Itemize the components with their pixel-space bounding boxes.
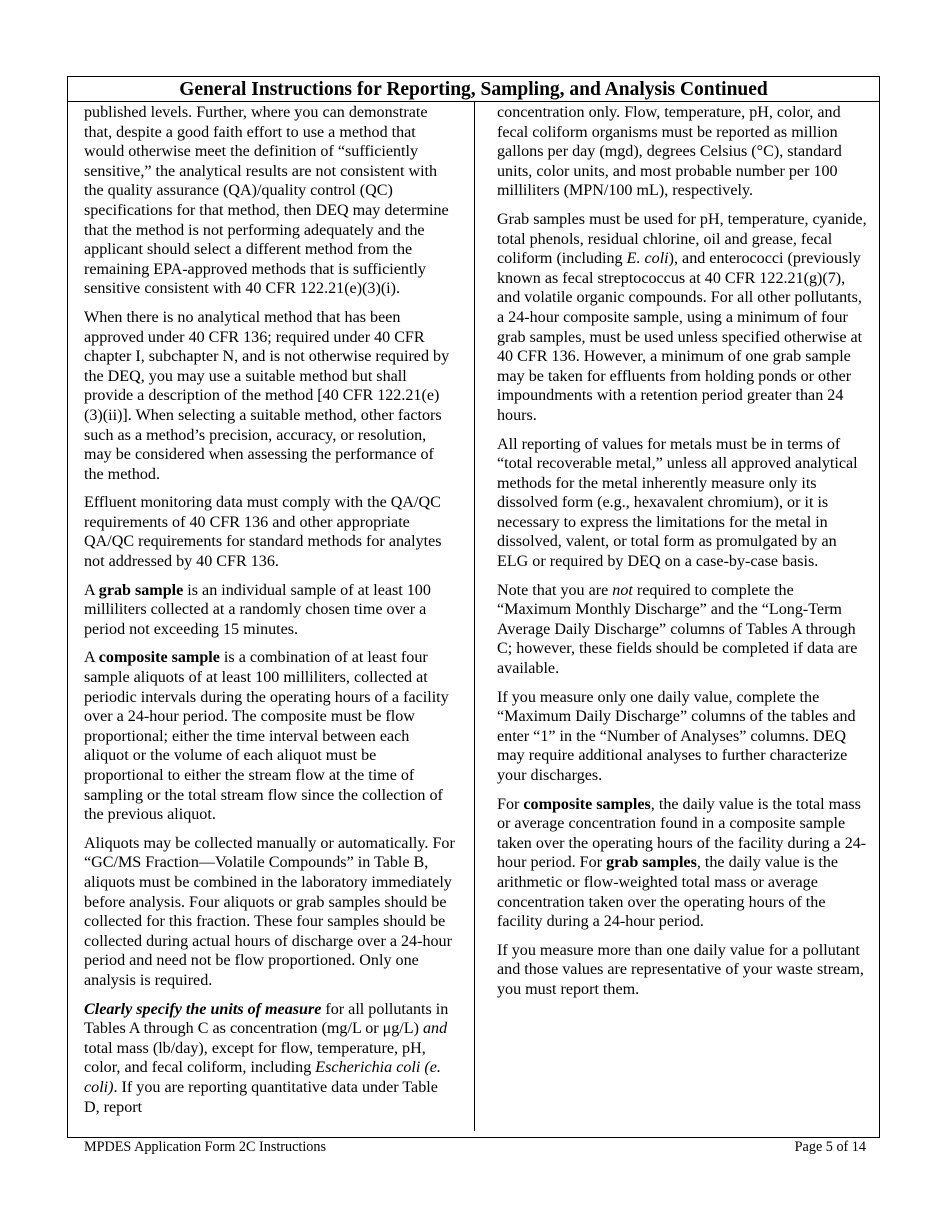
term-composite-samples: composite samples	[523, 795, 651, 813]
paragraph-metals-reporting: All reporting of values for metals must be in terms of “total recoverable metal,” unless all approved analytical methods for the metal inherently measure only its dissolved form (e.g., hexavalent chromium), or it is necessary to express the limitations for the metal in dissolved, valent, or total form as promulgated by an ELG or required by DEQ on a case-by-case basis.	[497, 435, 858, 571]
paragraph-composite-sample-definition: A composite sample is a combination of at least four sample aliquots of at least 100 milliliters, collected at periodic intervals during the operating hours of a facility over a 24-hour period. The composite must be flow proportional; either the time interval between each aliquot or the volume of each aliquot must be proportional to either the stream flow at the time of sampling or the total stream flow since the collection of the previous aliquot.	[84, 649, 449, 824]
paragraph-multiple-daily-values: If you measure more than one daily value for a pollutant and those values are representative of your waste stream, you must report them.	[497, 941, 864, 998]
paragraph-daily-value-definition: For composite samples, the daily value is the total mass or average concentration found in a composite sample taken over the operating hours of the facility during a 24-hour period. For grab samples, the daily value is the arithmetic or flow-weighted total mass or average concentration taken over the operating hours of the facility during a 24-hour period.	[497, 795, 867, 931]
paragraph-aliquots: Aliquots may be collected manually or automatically. For “GC/MS Fraction—Volatile Compounds” in Table B, aliquots must be combined in the laboratory immediately before analysis. Four aliquots or grab samples should be collected for this fraction. These four samples should be collected during actual hours of discharge over a 24-hour period and need not be flow proportioned. Only one analysis is required.	[84, 834, 455, 989]
paragraph-one-daily-value: If you measure only one daily value, complete the “Maximum Daily Discharge” columns of the tables and enter “1” in the “Number of Analyses” columns. DEQ may require additional analyses to further characterize your discharges.	[497, 688, 856, 784]
term-grab-sample: grab sample	[98, 581, 184, 599]
left-column	[84, 103, 456, 1126]
paragraph-optional-columns: Note that you are not required to complete the “Maximum Monthly Discharge” and the “Long-Term Average Daily Discharge” columns of Tables A through C; however, these fields should be completed if data are available.	[497, 581, 858, 678]
paragraph-qa-qc: Effluent monitoring data must comply with the QA/QC requirements of 40 CFR 136 and other appropriate QA/QC requirements for standard methods for analytes not addressed by 40 CFR 136.	[84, 494, 442, 571]
paragraph-grab-samples-required: Grab samples must be used for pH, temperature, cyanide, total phenols, residual chlorine, oil and grease, fecal coliform (including E. coli), and enterococci (previously known as fecal streptococcus at 40 CFR 122.21(g)(7), and volatile organic compounds. For all other pollutants, a 24-hour composite sample, using a minimum of four grab samples, must be used unless specified otherwise at 40 CFR 136. However, a minimum of one grab sample may be taken for effluents from holding ponds or other impoundments with a retention period greater than 24 hours.	[497, 210, 867, 424]
paragraph-units-of-measure: Clearly specify the units of measure for all pollutants in Tables A through C as concentration (mg/L or μg/L) and total mass (lb/day), except for flow, temperature, pH, color, and fecal coliform, including Escherichia coli (e. coli). If you are reporting quantitative data under Table D, report	[84, 1000, 449, 1116]
term-grab-samples: grab samples	[606, 854, 697, 872]
column-divider	[474, 101, 475, 1131]
paragraph-grab-sample-definition: A grab sample is an individual sample of at least 100 milliliters collected at a randomly chosen time over a period not exceeding 15 minutes.	[84, 581, 431, 638]
right-column	[497, 103, 867, 1009]
paragraph-method-qa: published levels. Further, where you can demonstrate that, despite a good faith effort to use a method that would otherwise meet the definition of “sufficiently sensitive,” the analytical results are not consistent with the quality assurance (QA)/quality control (QC) specifications for that method, then DEQ may determine that the method is not performing adequately and the applicant should select a different method from the remaining EPA-approved methods that is sufficiently sensitive consistent with 40 CFR 122.21(e)(3)(i).	[84, 104, 449, 298]
paragraph-reporting-units: concentration only. Flow, temperature, pH, color, and fecal coliform organisms must be reported as million gallons per day (mgd), degrees Celsius (°C), standard units, color units, and most probable number per 100 milliliters (MPN/100 mL), respectively.	[497, 104, 842, 200]
paragraph-no-approved-method: When there is no analytical method that has been approved under 40 CFR 136; required under 40 CFR chapter I, subchapter N, and is not otherwise required by the DEQ, you may use a suitable method but shall provide a description of the method [40 CFR 122.21(e)(3)(ii)]. When selecting a suitable method, other factors such as a method’s precision, accuracy, or resolution, may be considered when assessing the performance of the method.	[84, 308, 450, 483]
footer-page-number: Page 5 of 14	[794, 1139, 866, 1155]
footer-form-name: MPDES Application Form 2C Instructions	[84, 1139, 326, 1155]
page-title: General Instructions for Reporting, Sampling, and Analysis Continued	[179, 79, 768, 100]
term-composite-sample: composite sample	[98, 649, 220, 667]
emphasis-units-of-measure: Clearly specify the units of measure	[84, 1000, 322, 1018]
